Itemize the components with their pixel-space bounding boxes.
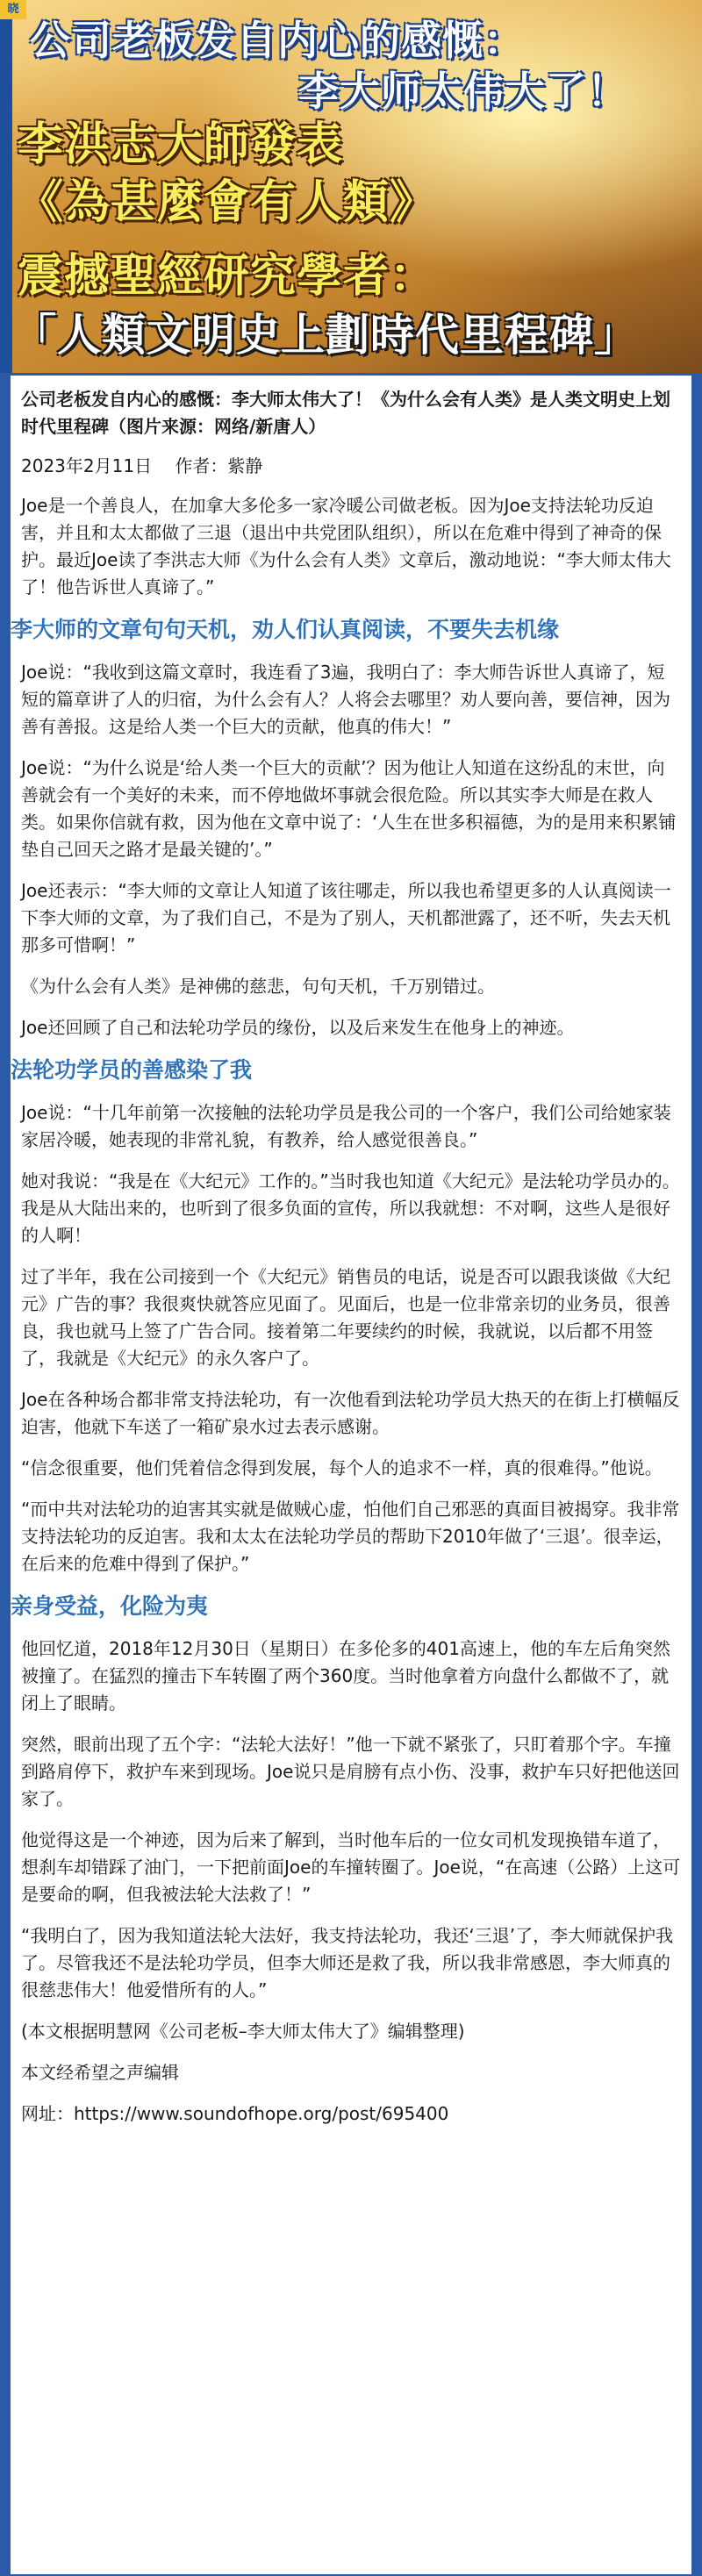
section-heading-1: 李大师的文章句句天机，劝人们认真阅读，不要失去机缘 xyxy=(11,617,560,642)
banner-line-2: 李大师太伟大了！ xyxy=(298,68,628,115)
paragraph: 突然，眼前出现了五个字：“法轮大法好！”他一下就不紧张了，只盯着那个字。车撞到路肩停下，救护车来到现场。Joe说只是肩膀有点小伤、没事，救护车只好把他送回家了。 xyxy=(21,1734,680,1809)
banner-line-4: 《為甚麼會有人類》 xyxy=(18,176,437,229)
paragraph: “我明白了，因为我知道法轮大法好，我支持法轮功，我还‘三退’了，李大师就保护我了。尽管我还不是法轮功学员，但李大师还是救了我，所以我非常感恩，李大师真的很慈悲伟大！他爱惜所有的人。” xyxy=(21,1925,674,2000)
paragraph: “信念很重要，他们凭着信念得到发展，每个人的追求不一样，真的很难得。”他说。 xyxy=(21,1457,663,1478)
paragraph: 《为什么会有人类》是神佛的慈悲，句句天机，千万别错过。 xyxy=(21,976,495,997)
paragraph: Joe还回顾了自己和法轮功学员的缘份，以及后来发生在他身上的神迹。 xyxy=(21,1017,575,1038)
paragraph: Joe说：“为什么说是‘给人类一个巨大的贡献’？因为他让人知道在这纷乱的末世，向善就会有一个美好的未来，而不停地做坏事就会很危险。所以其实李大师是在救人类。如果你信就有救，因为他在文章中说了：‘人生在世多积福德，为的是用来积累铺垫自己回天之路才是最关键的’。” xyxy=(21,757,677,860)
banner-line-3: 李洪志大師發表 xyxy=(18,118,344,171)
paragraph: Joe在各种场合都非常支持法轮功，有一次他看到法轮功学员大热天的在街上打横幅反迫害，他就下车送了一箱矿泉水过去表示感谢。 xyxy=(21,1389,680,1437)
article-content xyxy=(11,376,691,2128)
source-note: (本文根据明慧网《公司老板–李大师太伟大了》编辑整理) xyxy=(21,2021,465,2042)
paragraph: 他觉得这是一个神迹，因为后来了解到，当时他车后的一位女司机发现换错车道了，想刹车却错踩了油门，一下把前面Joe的车撞转圈了。Joe说，“在高速（公路）上这可是要命的啊，但我被法轮大法救了！” xyxy=(21,1829,681,1905)
banner-stripe xyxy=(0,0,12,373)
article-meta: 2023年2月11日 作者：紫静 xyxy=(21,455,263,476)
editor-note: 本文经希望之声编辑 xyxy=(21,2062,179,2083)
paragraph: Joe说：“十几年前第一次接触的法轮功学员是我公司的一个客户，我们公司给她家装家居冷暖，她表现的非常礼貌，有教养，给人感觉很善良。” xyxy=(21,1102,671,1150)
image-caption: 公司老板发自内心的感慨：李大师太伟大了！《为什么会有人类》是人类文明史上划时代里程碑（图片来源：网络/新唐人） xyxy=(21,389,670,437)
paragraph: Joe是一个善良人，在加拿大多伦多一家冷暖公司做老板。因为Joe支持法轮功反迫害，并且和太太都做了三退（退出中共党团队组织），所以在危难中得到了神奇的保护。最近Joe读了李洪志大师《为什么会有人类》文章后，激动地说：“李大师太伟大了！他告诉世人真谛了。” xyxy=(21,495,671,597)
section-heading-2: 法轮功学员的善感染了我 xyxy=(11,1057,253,1083)
source-url: 网址：https://www.soundofhope.org/post/695400 xyxy=(21,2103,449,2124)
paragraph: 过了半年，我在公司接到一个《大纪元》销售员的电话，说是否可以跟我谈做《大纪元》广告的事？我很爽快就答应见面了。见面后，也是一位非常亲切的业务员，很善良，我也就马上签了广告合同。接着第二年要续约的时候，我就说，以后都不用签了，我就是《大纪元》的永久客户了。 xyxy=(21,1266,670,1369)
banner-line-5: 震撼聖經研究學者： xyxy=(18,250,437,303)
site-logo: 晓 xyxy=(0,0,26,19)
paragraph: 她对我说：“我是在《大纪元》工作的。”当时我也知道《大纪元》是法轮功学员办的。我是从大陆出来的，也听到了很多负面的宣传，所以我就想：不对啊，这些人是很好的人啊！ xyxy=(21,1170,680,1246)
paragraph: Joe还表示：“李大师的文章让人知道了该往哪走，所以我也希望更多的人认真阅读一下李大师的文章，为了我们自己，不是为了别人，天机都泄露了，还不听，失去天机那多可惜啊！” xyxy=(21,880,671,955)
article-body xyxy=(11,376,691,2574)
banner-line-6: 「人類文明史上劃時代里程碑」 xyxy=(12,310,639,361)
paragraph: “而中共对法轮功的迫害其实就是做贼心虚，怕他们自己邪恶的真面目被揭穿。我非常支持法轮功的反迫害。我和太太在法轮功学员的帮助下2010年做了‘三退’。很幸运，在后来的危难中得到了保护。” xyxy=(21,1499,680,1574)
banner-line-1: 公司老板发自内心的感慨： xyxy=(30,17,525,64)
banner-image xyxy=(0,0,702,373)
paragraph: 他回忆道，2018年12月30日（星期日）在多伦多的401高速上，他的车左后角突然被撞了。在猛烈的撞击下车转圈了两个360度。当时他拿着方向盘什么都做不了，就闭上了眼睛。 xyxy=(21,1638,670,1714)
section-heading-3: 亲身受益，化险为夷 xyxy=(11,1593,209,1619)
paragraph: Joe说：“我收到这篇文章时，我连看了3遍，我明白了：李大师告诉世人真谛了，短短的篇章讲了人的归宿，为什么会有人？人将会去哪里？劝人要向善，要信神，因为善有善报。这是给人类一个巨大的贡献，他真的伟大！” xyxy=(21,662,670,737)
